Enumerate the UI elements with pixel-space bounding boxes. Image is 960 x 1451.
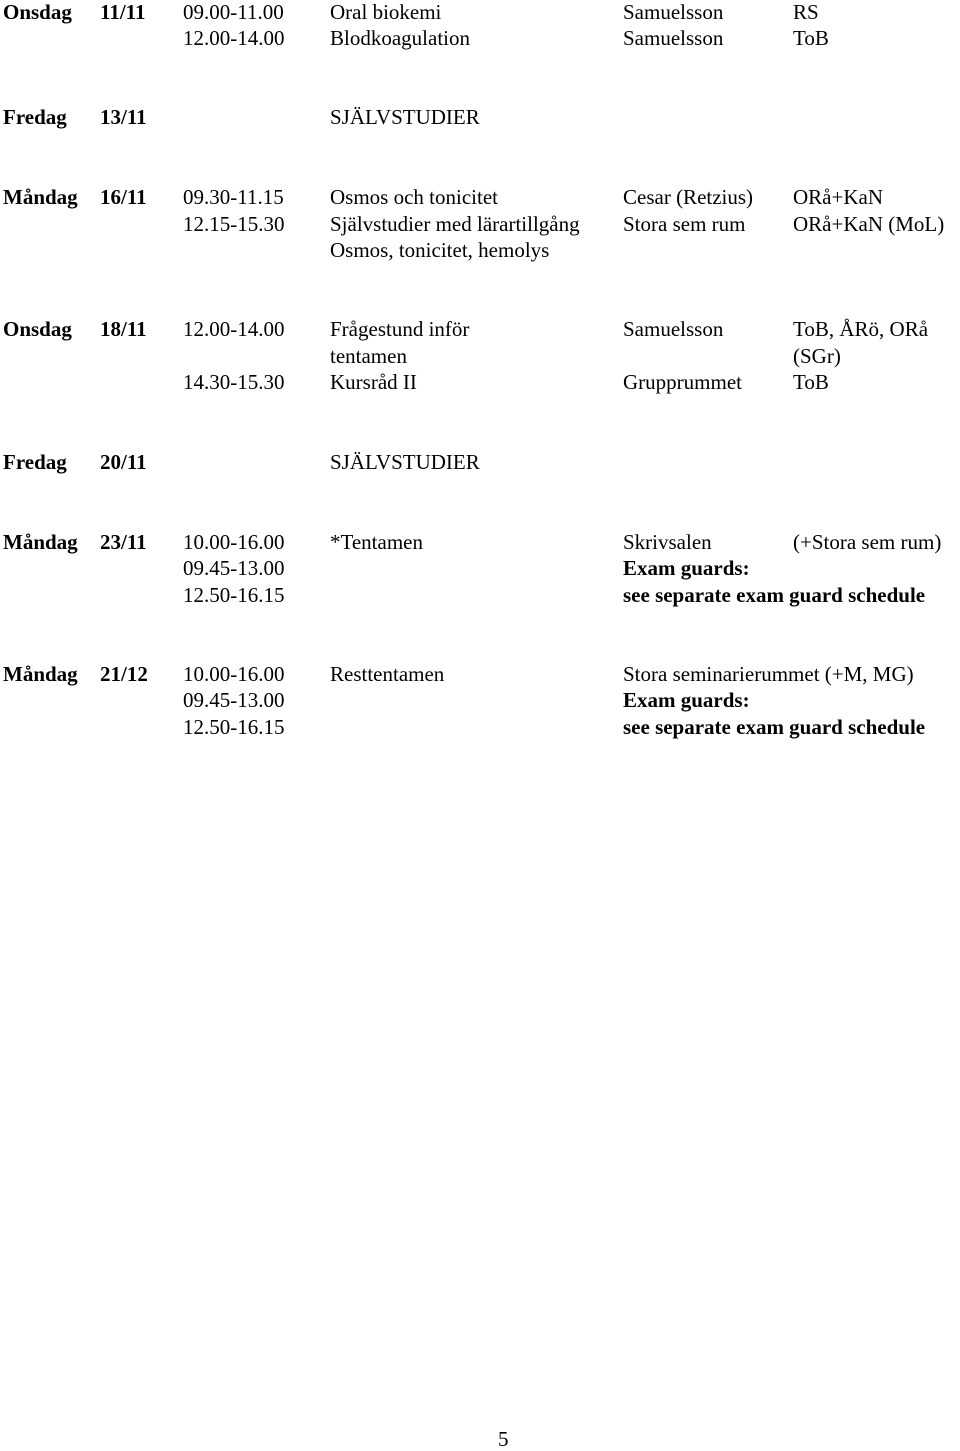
date: 11/11 [100, 0, 146, 24]
teacher: ToB [793, 370, 829, 394]
exam-guard-schedule-note: see separate exam guard schedule [623, 583, 926, 607]
time: 09.00-11.00 [183, 0, 284, 24]
time: 14.30-15.30 [183, 370, 285, 394]
time: 10.00-16.00 [183, 662, 285, 686]
page-number: 5 [498, 1427, 509, 1451]
activity: Oral biokemi [330, 0, 442, 24]
teacher: ToB, ÅRö, ORå [793, 317, 929, 341]
place: Skrivsalen [623, 530, 712, 554]
day: Måndag [3, 185, 78, 209]
date: 23/11 [100, 530, 147, 554]
exam-guards-note: Exam guards: [623, 556, 750, 580]
place: Samuelsson [623, 317, 724, 341]
teacher: (+Stora sem rum) [793, 530, 942, 554]
time: 09.30-11.15 [183, 185, 284, 209]
activity: Osmos, tonicitet, hemolys [330, 238, 550, 262]
teacher: (SGr) [793, 344, 841, 368]
activity: Kursråd II [330, 370, 417, 394]
teacher: RS [793, 0, 819, 24]
exam-guards-note: Exam guards: [623, 688, 750, 712]
date: 21/12 [100, 662, 148, 686]
activity: Självstudier med lärartillgång [330, 212, 580, 236]
time: 12.00-14.00 [183, 317, 285, 341]
date: 13/11 [100, 105, 147, 129]
place: Samuelsson [623, 26, 724, 50]
activity: Osmos och tonicitet [330, 185, 498, 209]
date: 18/11 [100, 317, 147, 341]
place: Stora sem rum [623, 212, 746, 236]
exam-guard-schedule-note: see separate exam guard schedule [623, 715, 926, 739]
time: 09.45-13.00 [183, 556, 285, 580]
time: 12.50-16.15 [183, 715, 285, 739]
day: Fredag [3, 105, 67, 129]
activity: SJÄLVSTUDIER [330, 105, 480, 129]
activity: SJÄLVSTUDIER [330, 450, 480, 474]
time: 09.45-13.00 [183, 688, 285, 712]
teacher: ORå+KaN [793, 185, 883, 209]
time: 12.50-16.15 [183, 583, 285, 607]
time: 10.00-16.00 [183, 530, 285, 554]
time: 12.15-15.30 [183, 212, 285, 236]
teacher: ORå+KaN (MoL) [793, 212, 945, 236]
day: Onsdag [3, 0, 72, 24]
teacher: ToB [793, 26, 829, 50]
day: Måndag [3, 662, 78, 686]
day: Måndag [3, 530, 78, 554]
activity: *Tentamen [330, 530, 423, 554]
activity: Frågestund inför [330, 317, 470, 341]
place: Cesar (Retzius) [623, 185, 754, 209]
time: 12.00-14.00 [183, 26, 285, 50]
place: Samuelsson [623, 0, 724, 24]
activity: tentamen [330, 344, 407, 368]
activity: Resttentamen [330, 662, 445, 686]
date: 20/11 [100, 450, 147, 474]
day: Fredag [3, 450, 67, 474]
activity: Blodkoagulation [330, 26, 470, 50]
day: Onsdag [3, 317, 72, 341]
place: Grupprummet [623, 370, 742, 394]
date: 16/11 [100, 185, 147, 209]
place: Stora seminarierummet (+M, MG) [623, 662, 914, 686]
